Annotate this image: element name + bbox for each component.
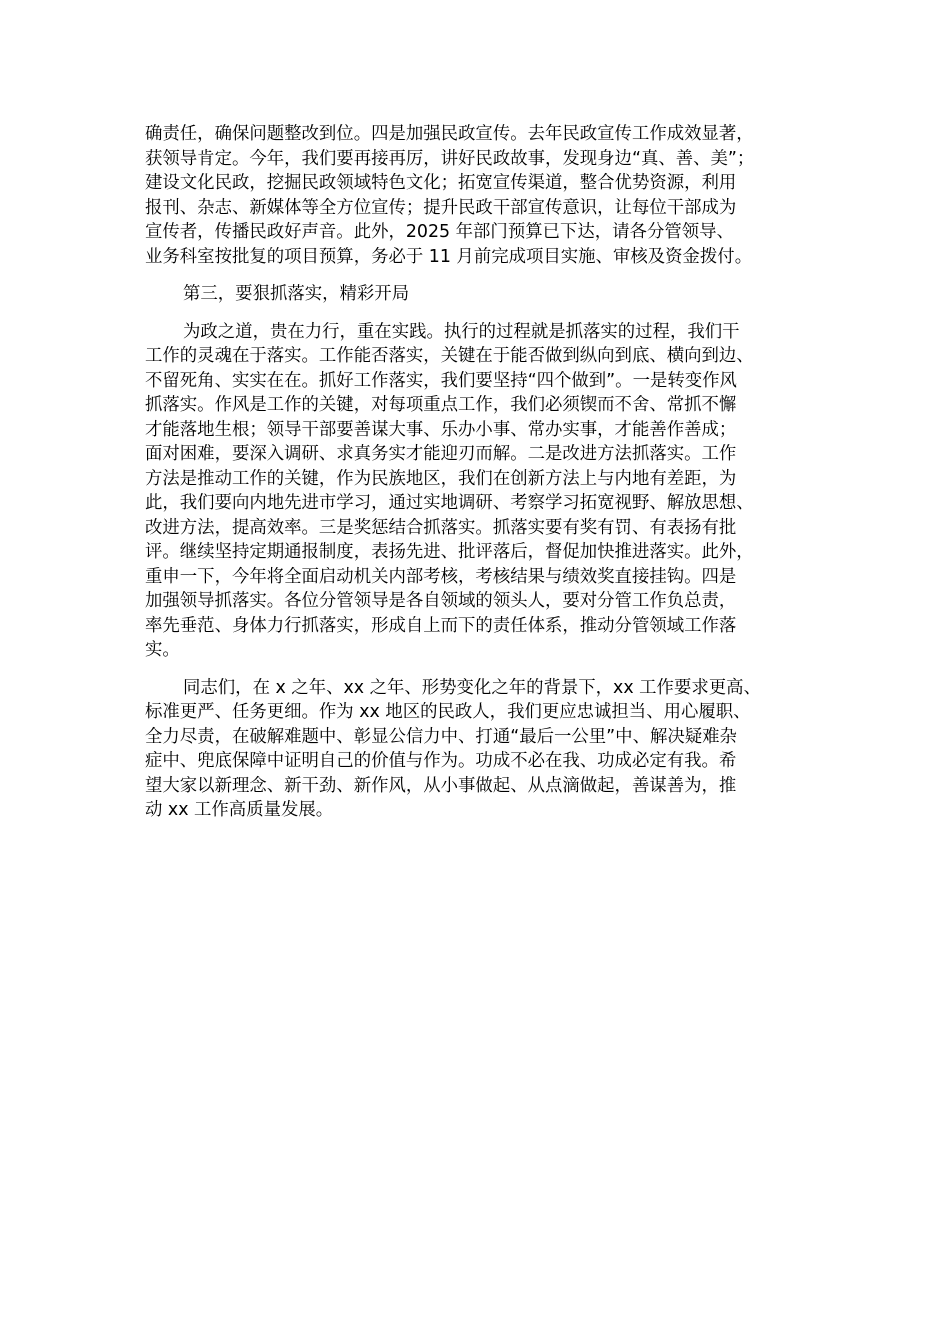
- text-line: 业务科室按批复的项目预算，务必于 11 月前完成项目实施、审核及资金拨付。: [145, 246, 753, 267]
- text-line: 全力尽责，在破解难题中、彰显公信力中、打通“最后一公里”中、解决疑难杂: [145, 726, 737, 747]
- paragraph-spacer: [145, 663, 810, 676]
- text-line: 症中、兜底保障中证明自己的价值与作为。功成不必在我、功成必定有我。希: [145, 751, 737, 771]
- paragraph-spacer: [145, 307, 810, 320]
- text-line: 工作的灵魂在于落实。工作能否落实，关键在于能否做到纵向到底、横向到边、: [145, 346, 754, 366]
- text-line: 为政之道，贵在力行，重在实践。执行的过程就是抓落实的过程，我们干: [183, 321, 740, 342]
- text-line: 报刊、杂志、新媒体等全方位宣传；提升民政干部宣传意识，让每位干部成为: [145, 197, 737, 218]
- text-line: 方法是推动工作的关键，作为民族地区，我们在创新方法上与内地有差距，为: [145, 468, 737, 489]
- text-line: 才能落地生根；领导干部要善谋大事、乐办小事、常办实事，才能善作善成；: [145, 419, 737, 440]
- text-line: 面对困难，要深入调研、求真务实才能迎刃而解。二是改进方法抓落实。工作: [145, 444, 737, 464]
- text-line: 改进方法，提高效率。三是奖惩结合抓落实。抓落实要有奖有罚、有表扬有批: [145, 517, 737, 538]
- text-line: 动 xx 工作高质量发展。: [145, 800, 334, 820]
- paragraph-budget-and-publicity: [145, 122, 810, 269]
- paragraph-implementation: [145, 320, 810, 663]
- paragraph-spacer: [145, 269, 810, 282]
- text-line: 率先垂范、身体力行抓落实，形成自上而下的责任体系，推动分管领域工作落: [145, 615, 737, 636]
- text-line: 评。继续坚持定期通报制度，表扬先进、批评落后，督促加快推进落实。此外，: [145, 542, 754, 562]
- section-heading-third: 第三，要狠抓落实，精彩开局: [183, 284, 410, 304]
- text-line: 宣传者，传播民政好声音。此外，2025 年部门预算已下达，请各分管领导、: [145, 222, 734, 242]
- text-line: 加强领导抓落实。各位分管领导是各自领域的领头人，要对分管工作负总责，: [145, 591, 737, 611]
- text-line: 不留死角、实实在在。抓好工作落实，我们要坚持“四个做到”。一是转变作风: [145, 370, 737, 391]
- text-line: 抓落实。作风是工作的关键，对每项重点工作，我们必须锲而不舍、常抓不懈: [145, 395, 737, 415]
- text-line: 实。: [145, 640, 180, 660]
- text-line: 望大家以新理念、新干劲、新作风，从小事做起、从点滴做起，善谋善为，推: [145, 775, 737, 796]
- text-line: 重申一下，今年将全面启动机关内部考核，考核结果与绩效奖直接挂钩。四是: [145, 566, 737, 587]
- text-line: 此，我们要向内地先进市学习，通过实地调研、考察学习拓宽视野、解放思想、: [145, 493, 754, 513]
- document-body: [145, 122, 810, 823]
- paragraph-closing: [145, 676, 810, 823]
- text-line: 同志们，在 x 之年、xx 之年、形势变化之年的背景下，xx 工作要求更高、: [183, 677, 761, 698]
- text-line: 建设文化民政，挖掘民政领域特色文化；拓宽宣传渠道，整合优势资源，利用: [145, 173, 737, 193]
- text-line: 标准更严、任务更细。作为 xx 地区的民政人，我们更应忠诚担当、用心履职、: [145, 702, 751, 722]
- text-line: 确责任，确保问题整改到位。四是加强民政宣传。去年民政宣传工作成效显著，: [145, 124, 754, 144]
- text-line: 获领导肯定。今年，我们要再接再厉，讲好民政故事，发现身边“真、善、美”；: [145, 148, 755, 169]
